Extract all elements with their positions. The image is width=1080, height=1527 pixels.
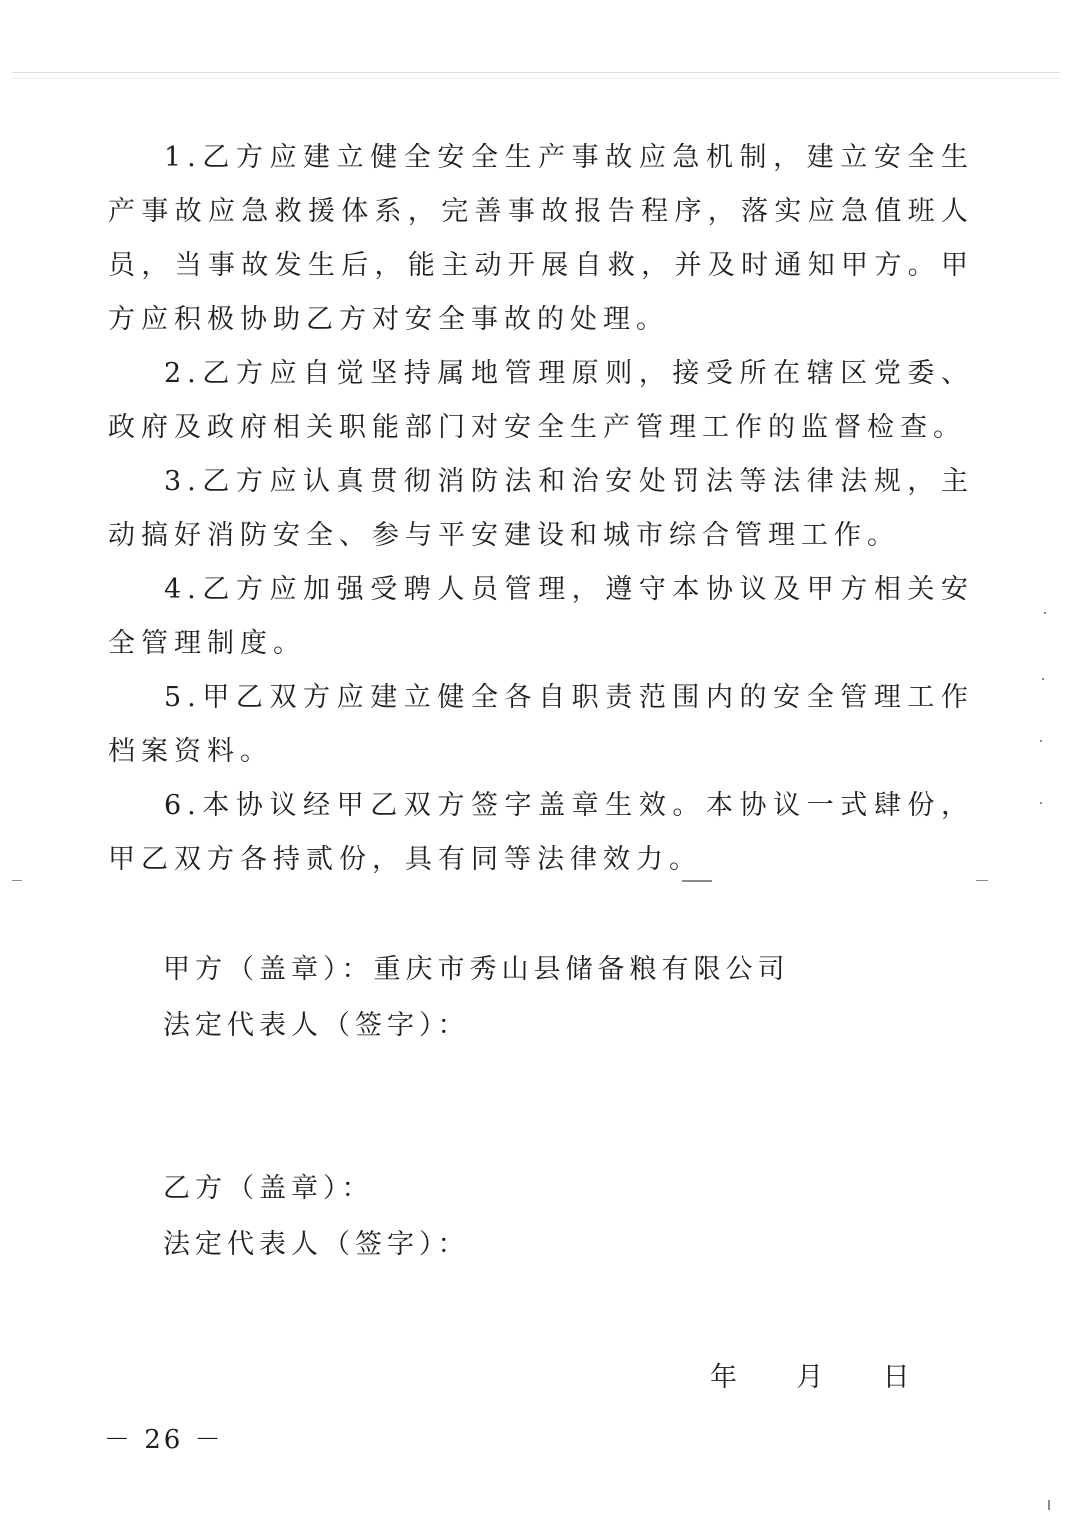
page-number: － 26 － xyxy=(104,1425,224,1455)
scan-mark xyxy=(1044,612,1046,614)
header-rule-secondary xyxy=(12,78,1060,79)
scan-mark xyxy=(1048,1500,1050,1510)
scan-mark xyxy=(12,880,22,881)
clause-5: 5.甲乙双方应建立健全各自职责范围内的安全管理工作档案资料。 xyxy=(108,682,974,767)
clause-4: 4.乙方应加强受聘人员管理，遵守本协议及甲方相关安全管理制度。 xyxy=(108,574,974,659)
party-a-rep-label: 法定代表人（签字）： xyxy=(163,1010,470,1041)
clause-3: 3.乙方应认真贯彻消防法和治安处罚法等法律法规，主动搞好消防安全、参与平安建设和城市综合管理工作。 xyxy=(108,466,974,551)
clause-2: 2.乙方应自觉坚持属地管理原则，接受所在辖区党委、政府及政府相关职能部门对安全生产管理工作的监督检查。 xyxy=(108,358,974,443)
scan-mark xyxy=(1040,740,1042,742)
header-rule xyxy=(12,72,1060,73)
signing-date: 年 月 日 xyxy=(710,1362,915,1393)
scan-mark xyxy=(1042,678,1044,680)
clause-6: 6.本协议经甲乙双方签字盖章生效。本协议一式肆份，甲乙双方各持贰份，具有同等法律效力。 xyxy=(108,790,974,875)
scan-mark xyxy=(976,880,988,881)
party-a-seal-label: 甲方（盖章）：重庆市秀山县储备粮有限公司 xyxy=(163,954,790,985)
party-b-seal-label: 乙方（盖章）： xyxy=(163,1173,374,1204)
clause-1: 1.乙方应建立健全安全生产事故应急机制，建立安全生产事故应急救援体系，完善事故报告程序，落实应急值班人员，当事故发生后，能主动开展自救，并及时通知甲方。甲方应积极协助乙方对安全事故的处理。 xyxy=(108,142,974,335)
party-b-rep-label: 法定代表人（签字）： xyxy=(163,1229,470,1260)
scan-mark xyxy=(682,880,712,882)
scan-mark xyxy=(1040,802,1042,804)
